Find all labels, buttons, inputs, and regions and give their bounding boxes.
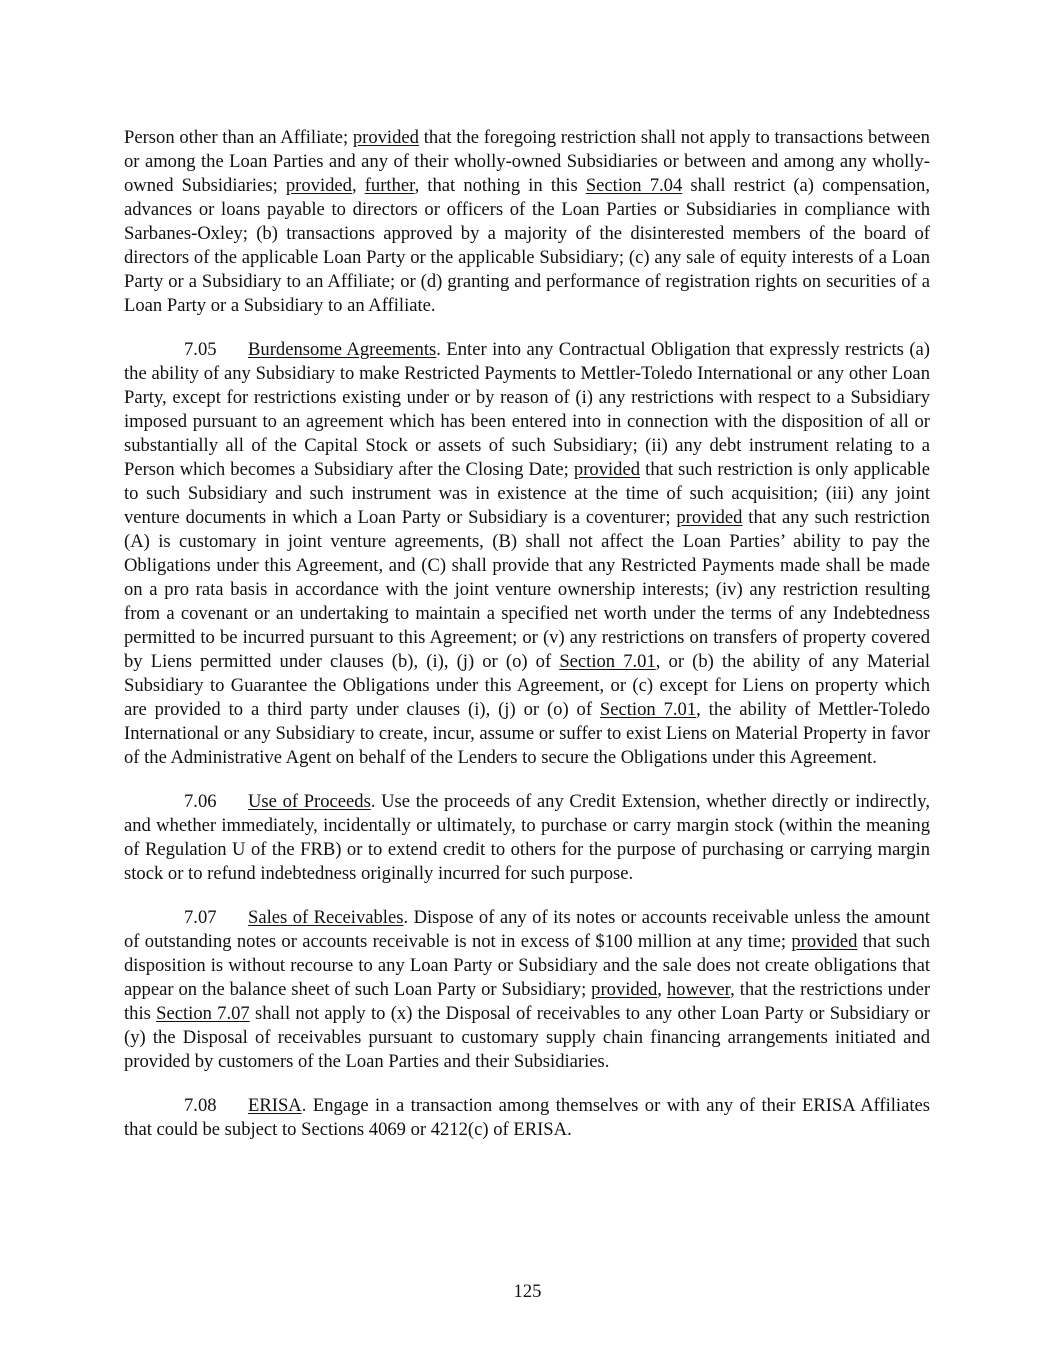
text-run: , the ability of Mettler-Toledo International or any Subsidiary to create, incur, assume or suffer to exist Liens on Material Property in favor of the Administrative Agent on behalf of the Lenders to secure the Obligations under this Agreement. xyxy=(124,699,931,768)
section-7-05 xyxy=(124,338,930,770)
text-run: that any such restriction (A) is customary in joint venture agreements, (B) shall not affect the Loan Parties’ ability to pay the Obligations under this Agreement, and (C) shall provide that any Restricted Payments made shall be made on a pro rata basis in accordance with the joint venture ownership interests; (iv) any restriction resulting from a covenant or an undertaking to maintain a specified net worth under the terms of any Indebtedness permitted to be incurred pursuant to this Agreement; or (v) any restrictions on transfers of property covered by Liens permitted under clauses (b), (i), (j) or (o) of xyxy=(124,507,930,672)
text-run: . Use the proceeds of any Credit Extension, whether directly or indirectly, and whether immediately, incidentally or ultimately, to purchase or carry margin stock (within the meaning of Regulation U of the FRB) or to extend credit to others for the purpose of purchasing or carrying margin stock or to refund indebtedness originally incurred for such purpose. xyxy=(124,791,930,884)
section-reference: Section 7.04 xyxy=(585,175,683,196)
section-heading: Use of Proceeds xyxy=(248,791,371,812)
section-reference: Section 7.01 xyxy=(599,699,697,720)
text-run: that such disposition is without recourse to any Loan Party or Subsidiary and the sale does not create obligations that appear on the balance sheet of such Loan Party or Subsidiary; xyxy=(124,931,931,1000)
defined-term-provided: provided xyxy=(591,979,658,1000)
section-reference: Section 7.07 xyxy=(156,1003,250,1024)
section-7-08 xyxy=(124,1094,930,1142)
text-run: , xyxy=(657,979,667,1000)
page-content xyxy=(124,126,930,1162)
text-run: shall not apply to (x) the Disposal of receivables to any other Loan Party or Subsidiary or (y) the Disposal of receivables pursuant to customary supply chain financing arrangements initiated and provided by customers of the Loan Parties and their Subsidiaries. xyxy=(124,1003,930,1072)
defined-term-provided: provided xyxy=(573,459,641,480)
defined-term-provided: provided xyxy=(352,127,419,148)
section-number: 7.06 xyxy=(184,791,217,812)
section-number: 7.05 xyxy=(184,339,217,360)
text-run: that such restriction is only applicable to such Subsidiary and such instrument was in existence at the time of such acquisition; (iii) any joint venture documents in which a Loan Party or Subsidiary is a coventurer; xyxy=(124,459,930,528)
defined-term-provided: provided xyxy=(791,931,858,952)
section-number: 7.07 xyxy=(184,907,217,928)
text-run: shall restrict (a) compensation, advances or loans payable to directors or officers of the Loan Parties or Subsidiaries in compliance with Sarbanes-Oxley; (b) transactions approved by a majority of the disinterested members of the board of directors of the applicable Loan Party or the applicable Subsidiary; (c) any sale of equity interests of a Loan Party or a Subsidiary to an Affiliate; or (d) granting and performance of registration rights on securities of a Loan Party or a Subsidiary to an Affiliate. xyxy=(124,175,930,316)
text-run: . Dispose of any of its notes or accounts receivable unless the amount of outstanding notes or accounts receivable is not in excess of $100 million at any time; xyxy=(124,907,930,952)
section-heading: Burdensome Agreements xyxy=(248,339,437,360)
page-number: 125 xyxy=(513,1281,542,1302)
defined-term-provided: provided xyxy=(676,507,743,528)
defined-term-provided: provided xyxy=(285,175,352,196)
text-run: Person other than an Affiliate; xyxy=(124,127,353,148)
text-run: . Enter into any Contractual Obligation that expressly restricts (a) the ability of any Subsidiary to make Restricted Payments to Mettler-Toledo International or any other Loan Party, except for restrictions existing under or by reason of (i) any restrictions with respect to a Subsidiary imposed pursuant to an agreement which has been entered into in connection with the disposition of all or substantially all of the Capital Stock or assets of such Subsidiary; (ii) any debt instrument relating to a Person which becomes a Subsidiary after the Closing Date; xyxy=(124,339,930,480)
section-7-04-continuation xyxy=(124,126,930,318)
text-run: . Engage in a transaction among themselves or with any of their ERISA Affiliates that could be subject to Sections 4069 or 4212(c) of ERISA. xyxy=(124,1095,930,1140)
section-7-06 xyxy=(124,790,930,886)
text-run: , that nothing in this xyxy=(414,175,586,196)
section-number: 7.08 xyxy=(184,1095,217,1116)
section-reference: Section 7.01 xyxy=(559,651,656,672)
section-heading: ERISA xyxy=(248,1095,302,1116)
defined-term-further: further xyxy=(364,175,415,196)
text-run: that the foregoing restriction shall not apply to transactions between or among the Loan Parties and any of their wholly-owned Subsidiaries or between and among any wholly-owned Subsidiaries; xyxy=(124,127,930,196)
text-run: , that the restrictions under this xyxy=(124,979,931,1024)
section-heading: Sales of Receivables xyxy=(248,907,404,928)
section-7-07 xyxy=(124,906,930,1074)
text-run: , xyxy=(351,175,365,196)
text-run: , or (b) the ability of any Material Subsidiary to Guarantee the Obligations under this Agreement, or (c) except for Liens on property which are provided to a third party under clauses (i), (j) or (o) of xyxy=(124,651,930,720)
defined-term-however: however xyxy=(666,979,731,1000)
